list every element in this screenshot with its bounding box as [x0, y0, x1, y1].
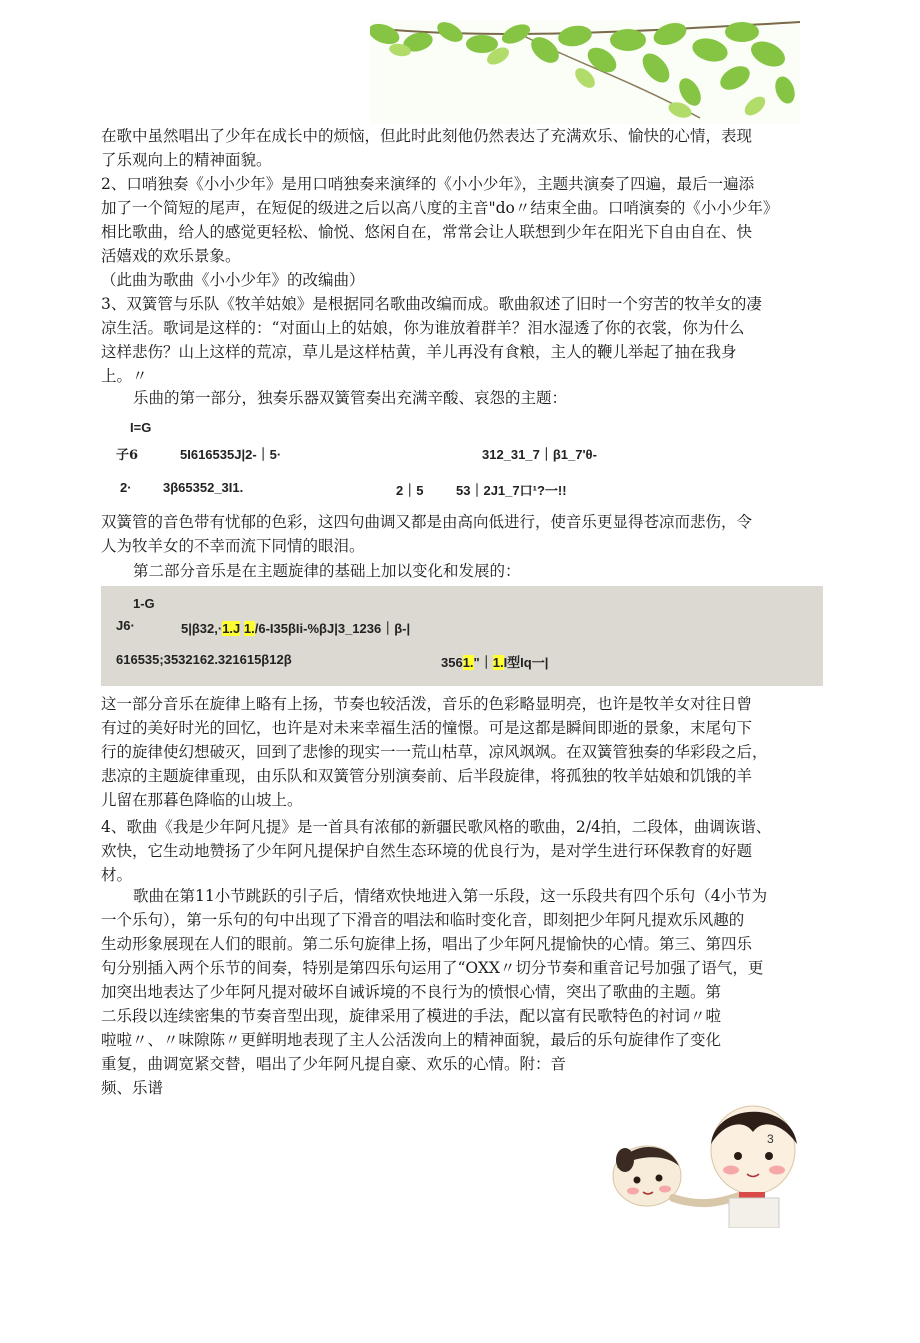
text-line: 4、歌曲《我是少年阿凡提》是一首具有浓郁的新疆民歌风格的歌曲，2/4拍，二段体，曲调诙谐、	[101, 818, 772, 836]
text-line: 材。	[101, 866, 133, 884]
score-segment: 356	[441, 655, 463, 670]
score-segment: "｜	[473, 655, 493, 670]
image-overlap-patch	[614, 1062, 820, 1082]
score-notation: 3β65352_3I1.	[163, 480, 244, 495]
score-key: 1-G	[133, 596, 155, 611]
score-notation: 312_31_7｜β1_7'θ-	[482, 447, 597, 462]
text-line: 一个乐句），第一乐句的句中出现了下滑音的唱法和临时变化音，即刻把少年阿凡提欢乐风趣的	[101, 911, 745, 929]
text-line: 活嬉戏的欢乐景象。	[101, 247, 241, 265]
score-notation: 2·	[120, 480, 132, 495]
score-notation: J6·	[116, 618, 135, 633]
highlighted-note: 1.J	[222, 621, 241, 636]
score-key: I=G	[130, 420, 152, 435]
cartoon-children-illustration	[607, 1088, 807, 1228]
score-notation	[181, 618, 410, 637]
text-line: 有过的美好时光的回忆，也许是对未来幸福生活的憧憬。可是这都是瞬间即逝的景象，末尾句下	[101, 719, 753, 737]
adaptation-note: （此曲为歌曲《小小少年》的改编曲）	[101, 271, 365, 289]
text-line: 在歌中虽然唱出了少年在成长中的烦恼，但此时此刻他仍然表达了充满欢乐、愉快的心情，表现	[101, 127, 753, 145]
score-notation: 616535;3532162.321615β12β	[116, 652, 292, 667]
highlighted-note: 1.	[462, 655, 474, 670]
highlighted-note: 1.	[492, 655, 504, 670]
music-score-2	[101, 586, 823, 686]
score-notation: 子6	[116, 448, 139, 463]
text-line: 生动形象展现在人们的眼前。第二乐句旋律上扬，唱出了少年阿凡提愉快的心情。第三、第四乐	[101, 935, 753, 953]
text-line: 啦啦〃、〃味隙陈〃更鲜明地表现了主人公活泼向上的精神面貌，最后的乐句旋律作了变化	[101, 1031, 722, 1049]
text-line: 上。〃	[101, 367, 148, 385]
page-number: 3	[767, 1132, 774, 1146]
score-notation	[441, 652, 548, 671]
text-line: 这一部分音乐在旋律上略有上扬，节奏也较活泼，音乐的色彩略显明亮，也许是牧羊女对往日曾	[101, 695, 753, 713]
paragraph-4	[101, 386, 823, 410]
highlighted-note: 1.	[243, 621, 255, 636]
paragraph-7	[101, 692, 823, 812]
text-line: 行的旋律使幻想破灭，回到了悲惨的现实一一荒山枯草，凉风飒飒。在双簧管独奏的华彩段之后，	[101, 743, 768, 761]
text-line: 二乐段以连续密集的节奏音型出现，旋律采用了模进的手法，配以富有民歌特色的衬词〃啦	[101, 1007, 722, 1025]
paragraph-8	[101, 815, 823, 887]
paragraph-1	[101, 124, 823, 172]
text-line: 相比歌曲，给人的感觉更轻松、愉悦、悠闲自在，常常会让人联想到少年在阳光下自由自在、快	[101, 223, 753, 241]
text-line: 加突出地表达了少年阿凡提对破坏自诫诉境的不良行为的愤恨心情，突出了歌曲的主题。第	[101, 983, 722, 1001]
paragraph-3	[101, 292, 823, 388]
text-line: 人为牧羊女的不幸而流下同情的眼泪。	[101, 537, 365, 555]
text-line: 乐曲的第一部分，独奏乐器双簧管奏出充满辛酸、哀怨的主题：	[133, 389, 568, 407]
text-line: 了乐观向上的精神面貌。	[101, 151, 272, 169]
text-line: 这样悲伤？山上这样的荒凉，草儿是这样枯黄，羊儿再没有食粮，主人的鞭儿举起了抽在我身	[101, 343, 737, 361]
text-line: 凉生活。歌词是这样的：“对面山上的姑娘，你为谁放着群羊？泪水湿透了你的衣裳，你为什么	[101, 319, 745, 337]
text-line: 儿留在那暮色降临的山坡上。	[101, 791, 303, 809]
text-line: 歌曲在第11小节跳跃的引子后，情绪欢快地进入第一乐段，这一乐段共有四个乐句（4小节为	[133, 887, 768, 905]
score-segment: I型Iq一|	[503, 655, 549, 670]
paragraph-6	[101, 559, 823, 583]
text-line: 句分别插入两个乐节的间奏，特别是第四乐句运用了“OXX〃切分节奏和重音记号加强了语气，更	[101, 959, 764, 977]
text-line: 悲凉的主题旋律重现，由乐队和双簧管分别演奏前、后半段旋律，将孤独的牧羊姑娘和饥饿的羊	[101, 767, 753, 785]
text-line: 欢快，它生动地赞扬了少年阿凡提保护自然生态环境的优良行为，是对学生进行环保教育的好题	[101, 842, 753, 860]
text-line: 2、口哨独奏《小小少年》是用口哨独奏来演绎的《小小少年》，主题共演奏了四遍，最后一遍添	[101, 175, 755, 193]
text-line: 重复，曲调宽紧交替，唱出了少年阿凡提自豪、欢乐的心情。附：音	[101, 1055, 567, 1073]
score-notation: 5I616535J|2-｜5·	[180, 447, 282, 462]
score-notation: 2｜5	[396, 483, 424, 498]
text-line: 双簧管的音色带有忧郁的色彩，这四句曲调又都是由高向低进行，使音乐更显得苍凉而悲伤，令	[101, 513, 753, 531]
text-line: 频、乐谱	[101, 1079, 164, 1097]
green-leaves-illustration	[370, 20, 800, 124]
text-line: 3、双簧管与乐队《牧羊姑娘》是根据同名歌曲改编而成。歌曲叙述了旧时一个穷苦的牧羊女的凄	[101, 295, 762, 313]
score-notation: 53｜2J1_7口¹?一!!	[456, 483, 567, 498]
paragraph-5	[101, 510, 823, 558]
score-segment: /6-I35βIi-%βJ|3_1236｜β-|	[254, 621, 411, 636]
text-line: 第二部分音乐是在主题旋律的基础上加以变化和发展的：	[133, 562, 521, 580]
score-segment: 5|β32,·	[181, 621, 223, 636]
music-score-1	[116, 420, 816, 500]
paragraph-2	[101, 172, 823, 292]
text-line: 加了一个简短的尾声，在短促的级进之后以高八度的主音"do〃结束全曲。口哨演奏的《小小少年》	[101, 199, 779, 217]
